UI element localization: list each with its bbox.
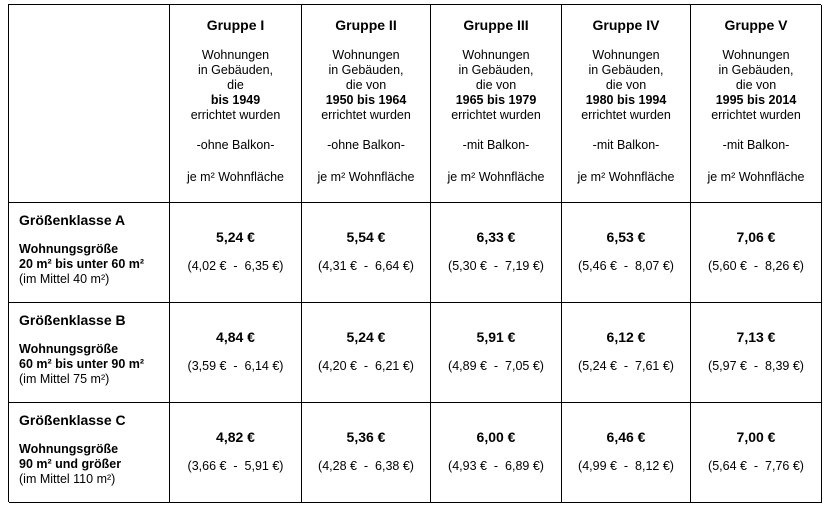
group-line: Wohnungen bbox=[592, 48, 660, 62]
size-class-title: Größenklasse B bbox=[19, 312, 126, 328]
rent-table bbox=[8, 4, 821, 502]
group-unit: je m² Wohnfläche bbox=[577, 170, 675, 184]
group-name: Gruppe II bbox=[335, 17, 397, 33]
group-balcony: -ohne Balkon- bbox=[327, 138, 405, 152]
size-label: Wohnungsgröße bbox=[19, 442, 119, 456]
rent-range: (5,30 € - 7,19 €) bbox=[448, 259, 544, 273]
rent-cell bbox=[431, 203, 562, 303]
rent-price: 5,36 € bbox=[346, 429, 386, 445]
rent-price: 7,13 € bbox=[736, 329, 776, 345]
rent-cell bbox=[170, 303, 302, 403]
group-unit: je m² Wohnfläche bbox=[186, 170, 285, 184]
group-name: Gruppe V bbox=[724, 17, 788, 33]
size-range: 60 m² bis unter 90 m² bbox=[19, 357, 145, 371]
group-header-1 bbox=[170, 5, 302, 203]
rent-price: 7,06 € bbox=[736, 229, 776, 245]
rent-range: (4,99 € - 8,12 €) bbox=[578, 459, 674, 473]
rent-range: (4,89 € - 7,05 €) bbox=[448, 359, 544, 373]
rent-cell bbox=[170, 203, 302, 303]
rent-price: 4,82 € bbox=[216, 429, 255, 445]
group-line: in Gebäuden, bbox=[718, 63, 794, 77]
size-average: (im Mittel 40 m²) bbox=[19, 272, 110, 286]
rent-cell bbox=[170, 403, 302, 503]
rent-price: 4,84 € bbox=[216, 329, 255, 345]
group-line: Wohnungen bbox=[462, 48, 530, 62]
size-class-title: Größenklasse C bbox=[19, 412, 126, 428]
group-balcony: -mit Balkon- bbox=[462, 138, 530, 152]
group-line: errichtet wurden bbox=[190, 108, 281, 122]
rent-range: (5,46 € - 8,07 €) bbox=[578, 259, 674, 273]
rent-price: 6,46 € bbox=[606, 429, 646, 445]
group-header-5 bbox=[691, 5, 822, 203]
rent-range: (5,64 € - 7,76 €) bbox=[708, 459, 804, 473]
row-label-c bbox=[9, 403, 170, 503]
corner-cell bbox=[9, 5, 170, 203]
rent-cell bbox=[562, 403, 691, 503]
row-label-a bbox=[9, 203, 170, 303]
size-label: Wohnungsgröße bbox=[19, 342, 119, 356]
group-header-4 bbox=[562, 5, 691, 203]
rent-range: (3,59 € - 6,14 €) bbox=[187, 359, 284, 373]
rent-cell bbox=[431, 403, 562, 503]
group-header-3 bbox=[431, 5, 562, 203]
group-line: errichtet wurden bbox=[711, 108, 801, 122]
rent-cell bbox=[562, 303, 691, 403]
group-period: 1995 bis 2014 bbox=[715, 93, 797, 107]
rent-price: 5,24 € bbox=[346, 329, 386, 345]
rent-cell bbox=[431, 303, 562, 403]
rent-range: (3,66 € - 5,91 €) bbox=[187, 459, 284, 473]
group-name: Gruppe III bbox=[463, 17, 529, 33]
rent-range: (4,02 € - 6,35 €) bbox=[187, 259, 284, 273]
rent-price: 6,12 € bbox=[606, 329, 646, 345]
group-period: 1950 bis 1964 bbox=[325, 93, 407, 107]
group-line: in Gebäuden, bbox=[197, 63, 274, 77]
group-header-2 bbox=[302, 5, 431, 203]
rent-price: 6,00 € bbox=[476, 429, 516, 445]
group-period: bis 1949 bbox=[210, 93, 261, 107]
rent-price: 5,54 € bbox=[346, 229, 386, 245]
group-line: Wohnungen bbox=[201, 48, 270, 62]
rent-range: (5,60 € - 8,26 €) bbox=[708, 259, 804, 273]
rent-range: (5,97 € - 8,39 €) bbox=[708, 359, 804, 373]
group-name: Gruppe IV bbox=[592, 17, 660, 33]
group-balcony: -ohne Balkon- bbox=[196, 138, 275, 152]
group-name: Gruppe I bbox=[206, 17, 265, 33]
group-balcony: -mit Balkon- bbox=[722, 138, 790, 152]
rent-range: (4,20 € - 6,21 €) bbox=[318, 359, 414, 373]
group-unit: je m² Wohnfläche bbox=[317, 170, 415, 184]
rent-cell bbox=[691, 203, 822, 303]
group-line: die von bbox=[605, 78, 647, 92]
rent-price: 7,00 € bbox=[736, 429, 776, 445]
size-average: (im Mittel 110 m²) bbox=[19, 472, 116, 486]
rent-range: (4,31 € - 6,64 €) bbox=[318, 259, 414, 273]
rent-price: 5,91 € bbox=[476, 329, 516, 345]
group-line: in Gebäuden, bbox=[588, 63, 664, 77]
group-line: errichtet wurden bbox=[581, 108, 671, 122]
rent-range: (5,24 € - 7,61 €) bbox=[578, 359, 674, 373]
group-line: in Gebäuden, bbox=[328, 63, 404, 77]
size-class-title: Größenklasse A bbox=[19, 212, 126, 228]
size-range: 20 m² bis unter 60 m² bbox=[19, 257, 145, 271]
rent-price: 6,33 € bbox=[476, 229, 516, 245]
group-balcony: -mit Balkon- bbox=[592, 138, 660, 152]
rent-cell bbox=[562, 203, 691, 303]
group-line: in Gebäuden, bbox=[458, 63, 534, 77]
rent-cell bbox=[691, 303, 822, 403]
group-line: die von bbox=[735, 78, 777, 92]
size-label: Wohnungsgröße bbox=[19, 242, 119, 256]
rent-range: (4,93 € - 6,89 €) bbox=[448, 459, 544, 473]
group-unit: je m² Wohnfläche bbox=[707, 170, 805, 184]
group-line: errichtet wurden bbox=[451, 108, 541, 122]
rent-price: 6,53 € bbox=[606, 229, 646, 245]
rent-cell bbox=[302, 303, 431, 403]
size-average: (im Mittel 75 m²) bbox=[19, 372, 110, 386]
rent-price: 5,24 € bbox=[216, 229, 255, 245]
rent-cell bbox=[302, 403, 431, 503]
size-range: 90 m² und größer bbox=[19, 457, 122, 471]
rent-cell bbox=[302, 203, 431, 303]
group-line: Wohnungen bbox=[722, 48, 790, 62]
group-line: die bbox=[227, 78, 244, 92]
group-unit: je m² Wohnfläche bbox=[447, 170, 545, 184]
group-line: Wohnungen bbox=[332, 48, 400, 62]
group-line: die von bbox=[475, 78, 517, 92]
group-period: 1965 bis 1979 bbox=[455, 93, 537, 107]
rent-cell bbox=[691, 403, 822, 503]
group-line: errichtet wurden bbox=[321, 108, 411, 122]
row-label-b bbox=[9, 303, 170, 403]
group-line: die von bbox=[345, 78, 387, 92]
rent-range: (4,28 € - 6,38 €) bbox=[318, 459, 414, 473]
group-period: 1980 bis 1994 bbox=[585, 93, 667, 107]
